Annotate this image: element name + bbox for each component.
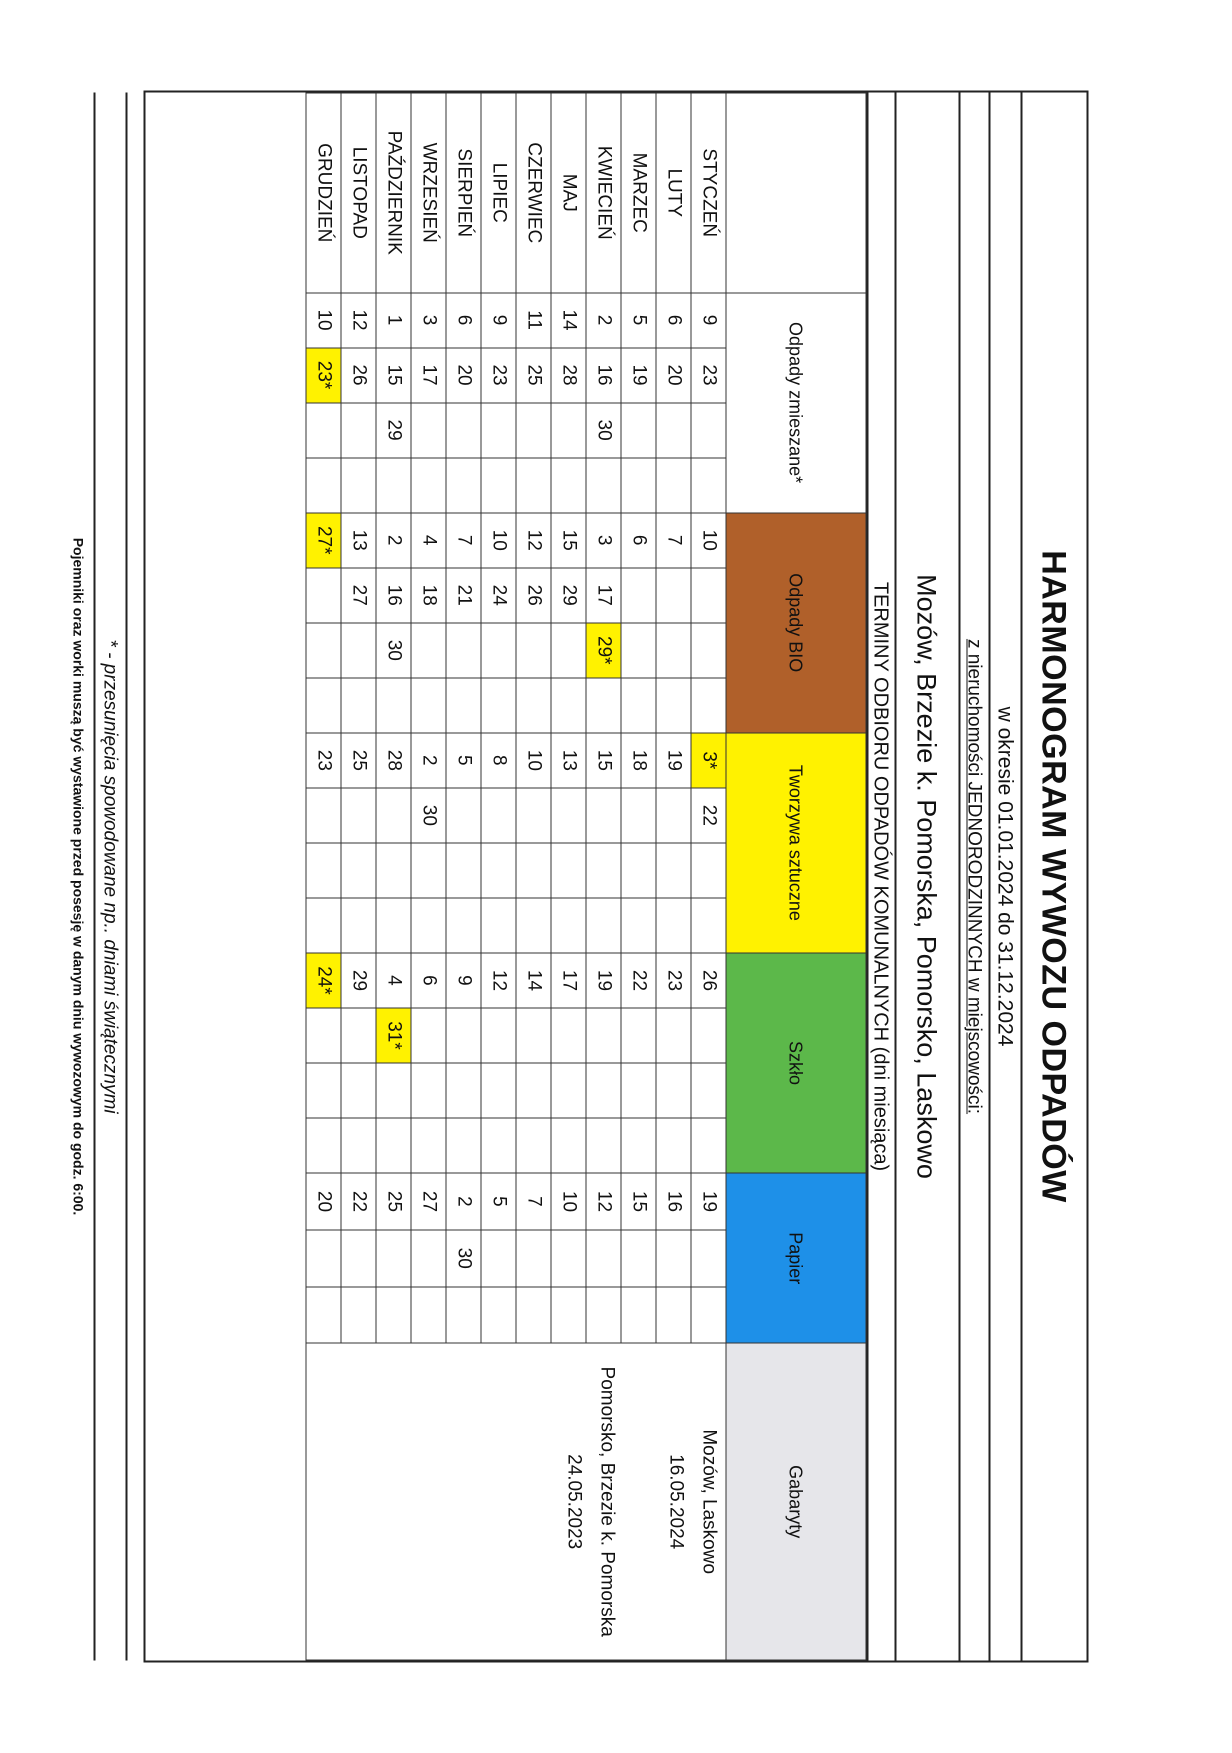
plastic-date-cell: 8 xyxy=(481,733,516,788)
plastic-date-cell xyxy=(656,898,691,953)
mixed-date-cell: 25 xyxy=(516,348,551,403)
glass-date-cell xyxy=(481,1118,516,1173)
bio-date-cell xyxy=(411,678,446,733)
bio-date-cell xyxy=(656,623,691,678)
bio-date-cell: 3 xyxy=(586,513,621,568)
glass-date-cell: 17 xyxy=(551,953,586,1008)
mixed-date-cell xyxy=(621,458,656,513)
bio-date-cell: 10 xyxy=(691,513,726,568)
bio-date-cell: 27 xyxy=(341,568,376,623)
glass-date-cell xyxy=(586,1008,621,1063)
month-name: GRUDZIEŃ xyxy=(306,93,341,293)
bio-date-cell: 16 xyxy=(376,568,411,623)
glass-date-cell xyxy=(691,1118,726,1173)
mixed-date-cell: 2 xyxy=(586,293,621,348)
bio-date-cell xyxy=(376,678,411,733)
document-title: HARMONOGRAM WYWOZU ODPADÓW xyxy=(1021,93,1087,1661)
bio-date-cell: 6 xyxy=(621,513,656,568)
mixed-date-cell xyxy=(656,458,691,513)
paper-date-cell: 22 xyxy=(341,1173,376,1230)
bio-date-cell xyxy=(481,623,516,678)
mixed-date-cell xyxy=(481,403,516,458)
month-name: KWIECIEŃ xyxy=(586,93,621,293)
paper-date-cell xyxy=(341,1287,376,1344)
plastic-date-cell xyxy=(586,898,621,953)
glass-header: Szkło xyxy=(726,953,866,1173)
bio-date-cell xyxy=(341,678,376,733)
footnote: * - przesunięcia spowodowane np.. dniami świątecznymi xyxy=(96,93,128,1661)
paper-date-cell: 27 xyxy=(411,1173,446,1230)
bio-date-cell xyxy=(341,623,376,678)
month-name: MARZEC xyxy=(621,93,656,293)
glass-date-cell: 19 xyxy=(586,953,621,1008)
paper-date-cell xyxy=(411,1287,446,1344)
plastic-date-cell: 22 xyxy=(691,788,726,843)
glass-date-cell xyxy=(516,1008,551,1063)
plastic-date-cell xyxy=(551,898,586,953)
glass-date-cell xyxy=(306,1118,341,1173)
mixed-date-cell xyxy=(376,458,411,513)
glass-date-cell xyxy=(411,1063,446,1118)
paper-date-cell: 12 xyxy=(586,1173,621,1230)
bio-date-cell xyxy=(516,678,551,733)
month-name: LISTOPAD xyxy=(341,93,376,293)
bulky-dates-cell xyxy=(306,1343,726,1660)
bio-date-cell: 2 xyxy=(376,513,411,568)
bio-date-cell xyxy=(691,678,726,733)
plastic-date-cell xyxy=(691,843,726,898)
mixed-date-cell xyxy=(446,458,481,513)
bio-date-cell: 18 xyxy=(411,568,446,623)
mixed-date-cell: 10 xyxy=(306,293,341,348)
paper-date-cell xyxy=(691,1230,726,1287)
paper-date-cell xyxy=(411,1230,446,1287)
plastic-date-cell: 25 xyxy=(341,733,376,788)
bio-date-cell: 21 xyxy=(446,568,481,623)
mixed-date-cell xyxy=(516,458,551,513)
column-header-row xyxy=(726,93,866,1660)
plastic-date-cell xyxy=(516,788,551,843)
bulky-header: Gabaryty xyxy=(726,1343,866,1660)
glass-date-cell xyxy=(516,1063,551,1118)
glass-date-cell xyxy=(621,1118,656,1173)
plastic-date-cell xyxy=(481,788,516,843)
glass-date-cell xyxy=(586,1063,621,1118)
paper-date-cell xyxy=(306,1230,341,1287)
plastic-date-cell xyxy=(621,788,656,843)
paper-date-cell xyxy=(341,1230,376,1287)
mixed-date-cell: 20 xyxy=(446,348,481,403)
mixed-date-cell: 26 xyxy=(341,348,376,403)
glass-date-cell: 9 xyxy=(446,953,481,1008)
plastic-date-cell: 3* xyxy=(691,733,726,788)
bulky-places: Pomorsko, Brzezie k. Pomorska xyxy=(596,1366,618,1637)
terms-heading: TERMINY ODBIORU ODPADÓW KOMUNALNYCH (dni miesiąca) xyxy=(867,93,895,1661)
mixed-date-cell: 6 xyxy=(656,293,691,348)
plastic-date-cell: 19 xyxy=(656,733,691,788)
plastic-date-cell: 5 xyxy=(446,733,481,788)
glass-date-cell xyxy=(306,1008,341,1063)
bulky-places: Mozów, Laskowo xyxy=(698,1429,720,1575)
glass-date-cell xyxy=(341,1008,376,1063)
bio-date-cell xyxy=(656,568,691,623)
period-line: w okresie 01.01.2024 do 31.12.2024 xyxy=(989,93,1021,1661)
bio-date-cell xyxy=(621,568,656,623)
plastic-date-cell xyxy=(481,898,516,953)
paper-date-cell xyxy=(481,1230,516,1287)
paper-date-cell: 15 xyxy=(621,1173,656,1230)
plastic-header: Tworzywa sztuczne xyxy=(726,733,866,953)
paper-date-cell xyxy=(621,1287,656,1344)
month-name: LIPIEC xyxy=(481,93,516,293)
plastic-date-cell xyxy=(551,788,586,843)
mixed-date-cell xyxy=(446,403,481,458)
plastic-date-cell xyxy=(621,843,656,898)
plastic-date-cell xyxy=(376,788,411,843)
mixed-date-cell: 17 xyxy=(411,348,446,403)
plastic-date-cell xyxy=(411,843,446,898)
bio-date-cell xyxy=(516,623,551,678)
bio-date-cell: 27* xyxy=(306,513,341,568)
paper-date-cell xyxy=(516,1230,551,1287)
scope-line xyxy=(959,93,989,1661)
plastic-date-cell xyxy=(516,843,551,898)
bio-date-cell: 29* xyxy=(586,623,621,678)
bio-date-cell xyxy=(621,678,656,733)
plastic-date-cell xyxy=(446,788,481,843)
plastic-date-cell xyxy=(376,898,411,953)
paper-header: Papier xyxy=(726,1173,866,1343)
glass-date-cell xyxy=(376,1063,411,1118)
bio-date-cell xyxy=(306,678,341,733)
plastic-date-cell xyxy=(341,788,376,843)
mixed-date-cell: 15 xyxy=(376,348,411,403)
bio-date-cell xyxy=(306,623,341,678)
bio-date-cell: 7 xyxy=(446,513,481,568)
paper-date-cell xyxy=(656,1287,691,1344)
paper-date-cell xyxy=(621,1230,656,1287)
plastic-date-cell: 2 xyxy=(411,733,446,788)
glass-date-cell xyxy=(341,1063,376,1118)
mixed-date-cell xyxy=(411,458,446,513)
glass-date-cell: 14 xyxy=(516,953,551,1008)
bulky-date: 16.05.2024 xyxy=(665,1454,687,1550)
glass-date-cell: 23 xyxy=(656,953,691,1008)
glass-date-cell xyxy=(481,1063,516,1118)
glass-date-cell xyxy=(656,1008,691,1063)
bio-date-cell xyxy=(586,678,621,733)
paper-date-cell: 7 xyxy=(516,1173,551,1230)
bulky-item xyxy=(558,1344,624,1660)
plastic-date-cell xyxy=(691,898,726,953)
bio-date-cell: 7 xyxy=(656,513,691,568)
mixed-date-cell xyxy=(691,458,726,513)
mixed-date-cell xyxy=(481,458,516,513)
glass-date-cell xyxy=(446,1118,481,1173)
glass-date-cell: 6 xyxy=(411,953,446,1008)
mixed-date-cell: 20 xyxy=(656,348,691,403)
glass-date-cell: 24* xyxy=(306,953,341,1008)
bottom-note: Pojemniki oraz worki muszą być wystawione przed posesję w danym dniu wywozowym do godz. 6:00. xyxy=(66,93,96,1661)
bio-date-cell: 26 xyxy=(516,568,551,623)
plastic-date-cell xyxy=(656,843,691,898)
bulky-date: 24.05.2023 xyxy=(563,1454,585,1550)
plastic-date-cell: 28 xyxy=(376,733,411,788)
plastic-date-cell xyxy=(621,898,656,953)
plastic-date-cell xyxy=(481,843,516,898)
plastic-date-cell xyxy=(516,898,551,953)
paper-date-cell: 16 xyxy=(656,1173,691,1230)
plastic-date-cell xyxy=(446,843,481,898)
glass-date-cell xyxy=(481,1008,516,1063)
plastic-date-cell xyxy=(656,788,691,843)
glass-date-cell xyxy=(551,1008,586,1063)
plastic-date-cell: 30 xyxy=(411,788,446,843)
mixed-date-cell: 28 xyxy=(551,348,586,403)
bio-date-cell xyxy=(481,678,516,733)
mixed-date-cell: 14 xyxy=(551,293,586,348)
bio-date-cell: 29 xyxy=(551,568,586,623)
paper-date-cell: 25 xyxy=(376,1173,411,1230)
bio-date-cell: 4 xyxy=(411,513,446,568)
mixed-waste-header: Odpady zmieszane* xyxy=(726,293,866,513)
mixed-date-cell: 19 xyxy=(621,348,656,403)
mixed-date-cell: 12 xyxy=(341,293,376,348)
plastic-date-cell: 18 xyxy=(621,733,656,788)
month-name: CZERWIEC xyxy=(516,93,551,293)
glass-date-cell xyxy=(691,1063,726,1118)
plastic-date-cell xyxy=(551,843,586,898)
paper-date-cell: 2 xyxy=(446,1173,481,1230)
mixed-date-cell: 29 xyxy=(376,403,411,458)
glass-date-cell xyxy=(586,1118,621,1173)
plastic-date-cell xyxy=(376,843,411,898)
bio-date-cell xyxy=(621,623,656,678)
glass-date-cell xyxy=(411,1118,446,1173)
paper-date-cell xyxy=(656,1230,691,1287)
plastic-date-cell xyxy=(586,843,621,898)
mixed-date-cell: 9 xyxy=(481,293,516,348)
mixed-date-cell xyxy=(341,458,376,513)
glass-date-cell xyxy=(551,1118,586,1173)
bio-date-cell xyxy=(691,623,726,678)
paper-date-cell xyxy=(376,1230,411,1287)
glass-date-cell xyxy=(411,1008,446,1063)
scope-text: z nieruchomości JEDNORODZINNYCH w miejscowości: xyxy=(963,638,985,1115)
paper-date-cell xyxy=(481,1287,516,1344)
places-line: Mozów, Brzezie k. Pomorska, Pomorsko, Laskowo xyxy=(895,93,959,1661)
plastic-date-cell xyxy=(306,898,341,953)
glass-date-cell: 4 xyxy=(376,953,411,1008)
bio-date-cell: 24 xyxy=(481,568,516,623)
month-name: PAŹDZIERNIK xyxy=(376,93,411,293)
bio-date-cell: 13 xyxy=(341,513,376,568)
glass-date-cell xyxy=(621,1063,656,1118)
mixed-date-cell xyxy=(411,403,446,458)
schedule-body xyxy=(306,93,726,1660)
month-name: SIERPIEŃ xyxy=(446,93,481,293)
bio-date-cell xyxy=(551,623,586,678)
glass-date-cell xyxy=(656,1118,691,1173)
glass-date-cell xyxy=(446,1063,481,1118)
mixed-date-cell xyxy=(621,403,656,458)
mixed-date-cell xyxy=(516,403,551,458)
mixed-date-cell: 23 xyxy=(691,348,726,403)
paper-date-cell xyxy=(376,1287,411,1344)
plastic-date-cell xyxy=(586,788,621,843)
month-name: WRZESIEŃ xyxy=(411,93,446,293)
bio-date-cell: 30 xyxy=(376,623,411,678)
paper-date-cell xyxy=(586,1287,621,1344)
plastic-date-cell: 10 xyxy=(516,733,551,788)
mixed-date-cell: 1 xyxy=(376,293,411,348)
glass-date-cell xyxy=(656,1063,691,1118)
plastic-date-cell xyxy=(341,898,376,953)
table-row xyxy=(691,93,726,1660)
mixed-date-cell xyxy=(551,458,586,513)
plastic-date-cell xyxy=(306,788,341,843)
paper-date-cell xyxy=(551,1287,586,1344)
bio-date-cell: 17 xyxy=(586,568,621,623)
glass-date-cell xyxy=(341,1118,376,1173)
paper-date-cell xyxy=(516,1287,551,1344)
mixed-date-cell xyxy=(306,403,341,458)
glass-date-cell: 29 xyxy=(341,953,376,1008)
bio-date-cell: 12 xyxy=(516,513,551,568)
schedule-document xyxy=(70,91,1089,1663)
glass-date-cell: 26 xyxy=(691,953,726,1008)
mixed-date-cell xyxy=(586,458,621,513)
paper-date-cell xyxy=(691,1287,726,1344)
glass-date-cell xyxy=(376,1118,411,1173)
plastic-date-cell xyxy=(446,898,481,953)
mixed-date-cell: 9 xyxy=(691,293,726,348)
paper-date-cell: 19 xyxy=(691,1173,726,1230)
plastic-date-cell xyxy=(306,843,341,898)
mixed-date-cell: 11 xyxy=(516,293,551,348)
glass-date-cell xyxy=(551,1063,586,1118)
mixed-date-cell xyxy=(691,403,726,458)
bio-date-cell: 15 xyxy=(551,513,586,568)
glass-date-cell xyxy=(691,1008,726,1063)
bulky-item xyxy=(660,1344,726,1660)
glass-date-cell xyxy=(446,1008,481,1063)
paper-date-cell: 5 xyxy=(481,1173,516,1230)
glass-date-cell xyxy=(621,1008,656,1063)
month-name: MAJ xyxy=(551,93,586,293)
glass-date-cell: 22 xyxy=(621,953,656,1008)
bio-date-cell xyxy=(551,678,586,733)
month-header xyxy=(726,93,866,293)
mixed-date-cell: 23* xyxy=(306,348,341,403)
month-name: LUTY xyxy=(656,93,691,293)
mixed-date-cell: 16 xyxy=(586,348,621,403)
plastic-date-cell xyxy=(411,898,446,953)
paper-date-cell xyxy=(446,1287,481,1344)
mixed-date-cell xyxy=(656,403,691,458)
glass-date-cell: 31* xyxy=(376,1008,411,1063)
mixed-date-cell: 3 xyxy=(411,293,446,348)
bio-waste-header: Odpady BIO xyxy=(726,513,866,733)
glass-date-cell xyxy=(306,1063,341,1118)
glass-date-cell xyxy=(516,1118,551,1173)
month-name: STYCZEŃ xyxy=(691,93,726,293)
bio-date-cell: 10 xyxy=(481,513,516,568)
blank-area xyxy=(128,93,306,1661)
glass-date-cell: 12 xyxy=(481,953,516,1008)
paper-date-cell xyxy=(551,1230,586,1287)
plastic-date-cell: 23 xyxy=(306,733,341,788)
bio-date-cell xyxy=(446,623,481,678)
mixed-date-cell: 6 xyxy=(446,293,481,348)
paper-date-cell xyxy=(586,1230,621,1287)
bio-date-cell xyxy=(691,568,726,623)
paper-date-cell: 20 xyxy=(306,1173,341,1230)
bio-date-cell xyxy=(306,568,341,623)
mixed-date-cell xyxy=(306,458,341,513)
schedule-table xyxy=(306,93,867,1661)
paper-date-cell xyxy=(306,1287,341,1344)
paper-date-cell: 10 xyxy=(551,1173,586,1230)
bio-date-cell xyxy=(411,623,446,678)
paper-date-cell: 30 xyxy=(446,1230,481,1287)
mixed-date-cell: 5 xyxy=(621,293,656,348)
plastic-date-cell: 15 xyxy=(586,733,621,788)
mixed-date-cell xyxy=(341,403,376,458)
bio-date-cell xyxy=(656,678,691,733)
plastic-date-cell xyxy=(341,843,376,898)
mixed-date-cell xyxy=(551,403,586,458)
mixed-date-cell: 23 xyxy=(481,348,516,403)
plastic-date-cell: 13 xyxy=(551,733,586,788)
mixed-date-cell: 30 xyxy=(586,403,621,458)
bio-date-cell xyxy=(446,678,481,733)
